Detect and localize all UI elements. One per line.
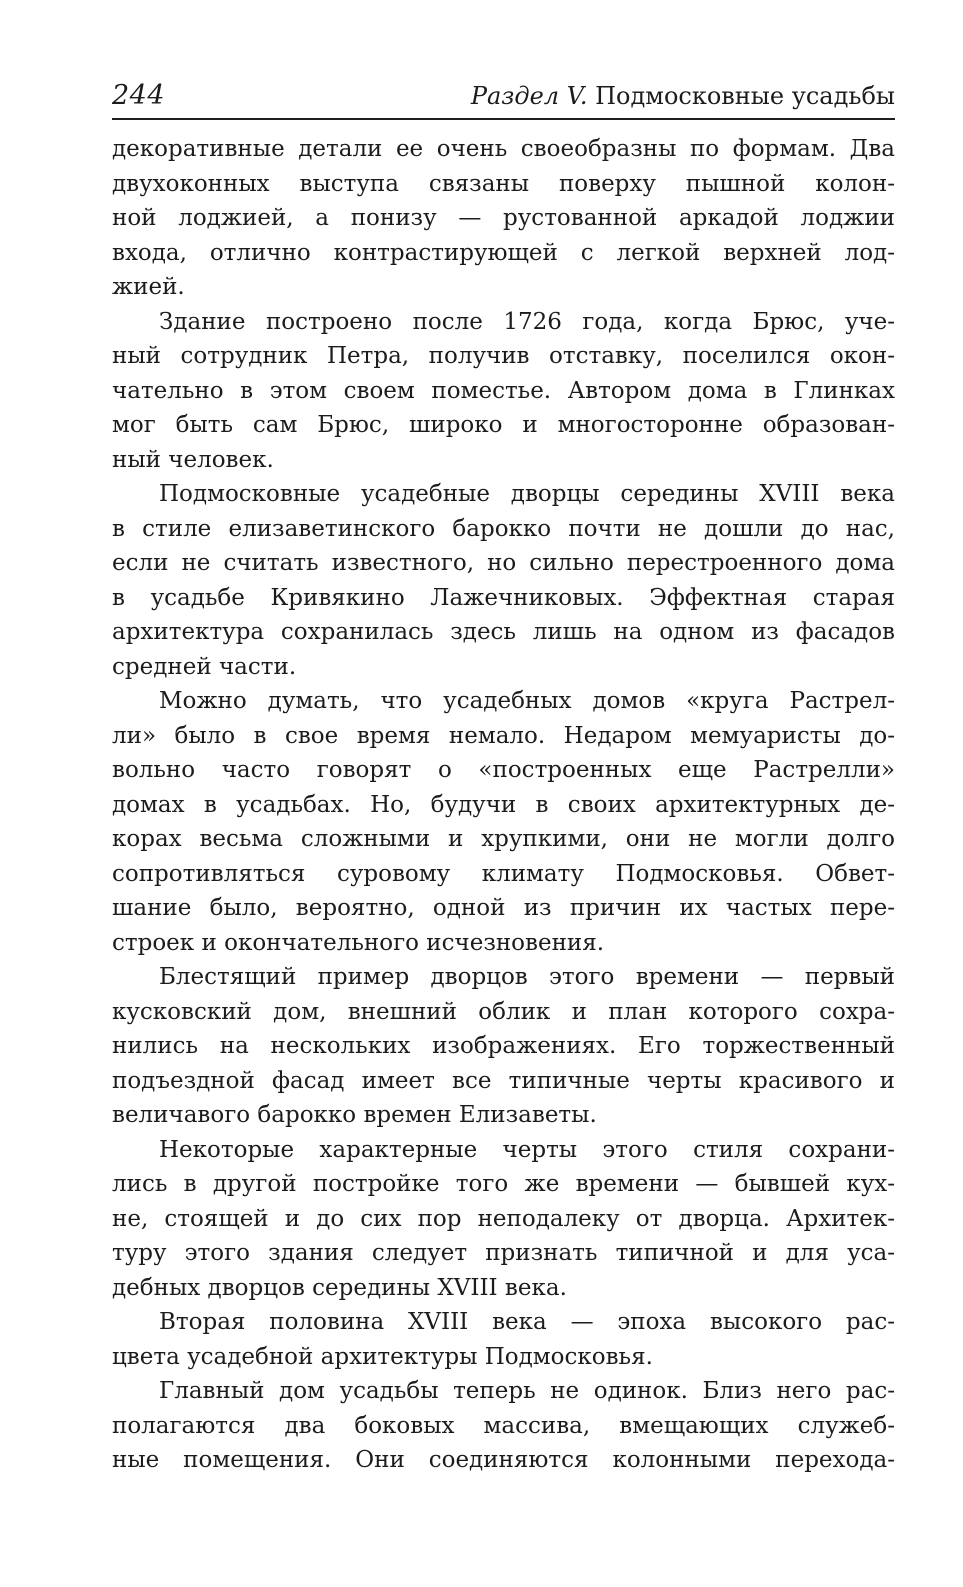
paragraph-first-line: Здание построено после 1726 года, когда Брюс, уче- [159,308,895,335]
text-line: цвета усадебной архитектуры Подмосковья. [112,1343,653,1370]
text-line: лись в другой постройке того же времени — бывшей кух- [112,1171,895,1197]
body-text [112,132,895,1478]
text-line: полагаются два боковых массива, вмещающих служеб- [112,1412,895,1439]
text-line: вольно часто говорят о «построенных еще Растрелли» [112,757,895,783]
text-line: строек и окончательного исчезновения. [112,929,605,956]
text-line: шание было, вероятно, одной из причин их частых пере- [112,895,895,921]
paragraph-first-line: Можно думать, что усадебных домов «круга Растрел- [159,688,895,714]
paragraph-first-line: Вторая половина XVIII века — эпоха высокого рас- [159,1309,895,1335]
text-line: ли» было в свое время немало. Недаром мемуаристы до- [112,722,895,749]
text-line: величавого барокко времен Елизаветы. [112,1102,597,1128]
text-line: ный сотрудник Петра, получив отставку, поселился окон- [112,343,895,369]
text-line: кусковский дом, внешний облик и план которого сохра- [112,998,895,1025]
text-line: жией. [112,274,185,300]
page-number: 244 [112,80,166,111]
paragraph-first-line: Блестящий пример дворцов этого времени — первый [159,964,895,990]
text-line: не, стоящей и до сих пор неподалеку от дворца. Архитек- [112,1205,895,1232]
text-line: ной лоджией, а понизу — рустованной аркадой лоджии [112,205,895,231]
text-line: декоративные детали ее очень своеобразны по формам. Два [112,136,895,162]
text-line: нились на нескольких изображениях. Его торжественный [112,1033,895,1059]
text-line: дебных дворцов середины XVIII века. [112,1274,567,1301]
text-line: средней части. [112,653,297,680]
text-line: чательно в этом своем поместье. Автором дома в Глинках [112,377,895,404]
paragraph-first-line: Подмосковные усадебные дворцы середины XVIII века [159,481,895,507]
section-title: Подмосковные усадьбы [595,82,895,110]
text-line: двухоконных выступа связаны поверху пышной колон- [112,170,895,197]
text-line: ный человек. [112,446,274,473]
text-line: входа, отлично контрастирующей с легкой верхней лод- [112,239,895,266]
text-line: ные помещения. Они соединяются колонными перехода- [112,1447,895,1473]
text-line: подъездной фасад имеет все типичные черты красивого и [112,1067,895,1094]
text-line: домах в усадьбах. Но, будучи в своих архитектурных де- [112,791,895,818]
text-line: в стиле елизаветинского барокко почти не дошли до нас, [112,515,895,542]
paragraph-first-line: Некоторые характерные черты этого стиля сохрани- [159,1136,895,1163]
section-label: Раздел V. [470,82,588,110]
text-line: сопротивляться суровому климату Подмосковья. Обвет- [112,860,895,887]
text-line: если не считать известного, но сильно перестроенного дома [112,550,895,576]
running-header [112,78,895,120]
text-line: в усадьбе Кривякино Лажечниковых. Эффектная старая [112,584,895,611]
text-line: архитектура сохранилась здесь лишь на одном из фасадов [112,619,895,645]
paragraph-first-line: Главный дом усадьбы теперь не одинок. Близ него рас- [159,1378,895,1404]
running-head-title [471,78,895,114]
text-line: туру этого здания следует признать типичной и для уса- [112,1240,895,1266]
text-line: мог быть сам Брюс, широко и многосторонне образован- [112,412,895,438]
text-line: корах весьма сложными и хрупкими, они не могли долго [112,826,895,852]
